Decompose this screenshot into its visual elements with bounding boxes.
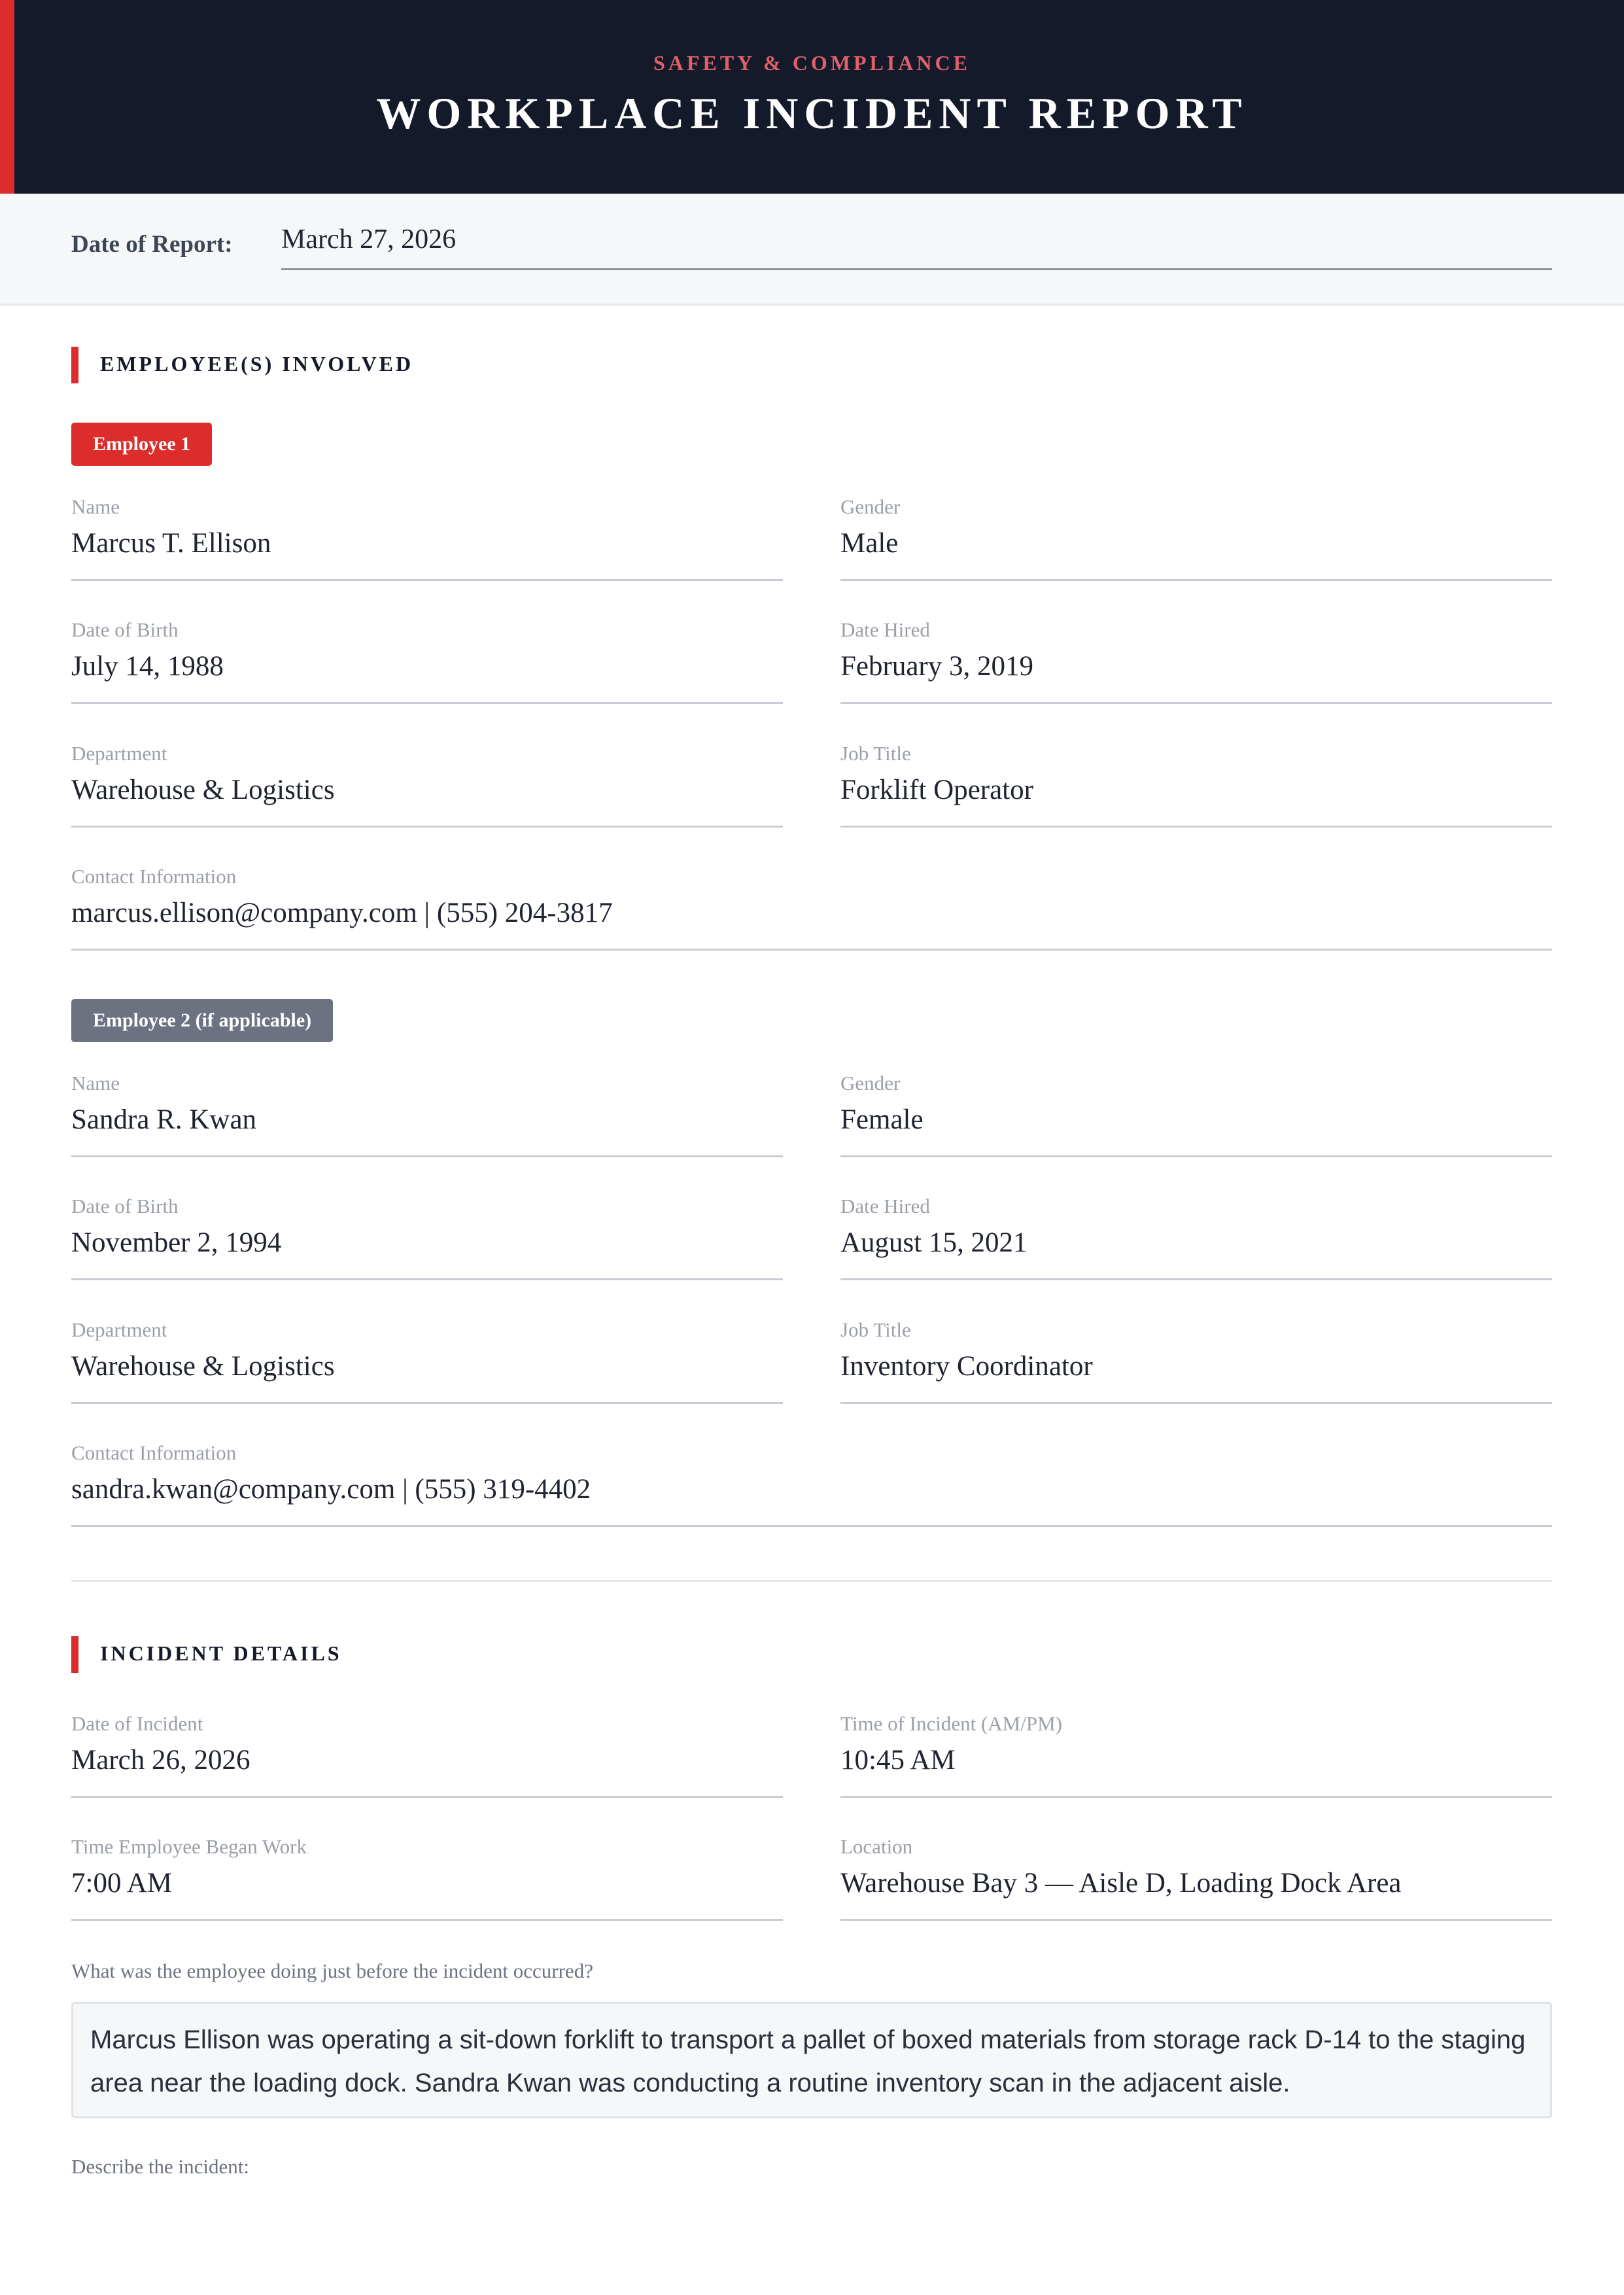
field-value[interactable]: Marcus T. Ellison <box>71 524 783 581</box>
field-label: Date Hired <box>840 618 930 641</box>
field-label: Contact Information <box>71 865 237 888</box>
field-value[interactable]: marcus.ellison@company.com | (555) 204-3817 <box>71 894 1552 951</box>
field-value[interactable]: Warehouse & Logistics <box>71 1347 783 1404</box>
employee1-name-field[interactable] <box>71 495 783 580</box>
employee2-job-title-field[interactable] <box>840 1318 1552 1403</box>
report-date-label: Date of Report: <box>71 231 233 258</box>
field-value[interactable]: Female <box>840 1100 1552 1157</box>
employee1-contact-field[interactable] <box>71 865 1552 950</box>
report-date-band <box>0 194 1624 306</box>
page-title: WORKPLACE INCIDENT REPORT <box>376 88 1248 138</box>
employee1-hired-field[interactable] <box>840 618 1552 703</box>
field-value[interactable]: 10:45 AM <box>840 1741 1552 1798</box>
field-label: Time Employee Began Work <box>71 1835 307 1858</box>
field-label: Department <box>71 742 167 765</box>
field-label: Date of Birth <box>71 1195 179 1218</box>
employee2-department-field[interactable] <box>71 1318 783 1403</box>
field-value[interactable]: March 26, 2026 <box>71 1741 783 1798</box>
employee2-name-field[interactable] <box>71 1072 783 1157</box>
field-value[interactable]: Male <box>840 524 1552 581</box>
employee2-contact-field[interactable] <box>71 1441 1552 1526</box>
field-label: Date Hired <box>840 1195 930 1218</box>
field-label: Name <box>71 495 120 518</box>
field-label: Time of Incident (AM/PM) <box>840 1712 1062 1735</box>
field-value[interactable]: 7:00 AM <box>71 1864 783 1921</box>
report-date-field[interactable]: March 27, 2026 <box>281 224 1552 270</box>
employee1-job-title-field[interactable] <box>840 742 1552 827</box>
field-label: Job Title <box>840 1318 911 1341</box>
field-value[interactable]: August 15, 2021 <box>840 1223 1552 1280</box>
field-value[interactable]: February 3, 2019 <box>840 647 1552 704</box>
field-label: Gender <box>840 495 901 518</box>
field-label: Name <box>71 1072 120 1095</box>
field-label: Job Title <box>840 742 911 765</box>
incident-section-title: INCIDENT DETAILS <box>100 1641 342 1665</box>
field-label: Date of Birth <box>71 618 179 641</box>
field-value[interactable]: Inventory Coordinator <box>840 1347 1552 1404</box>
employee2-badge: Employee 2 (if applicable) <box>71 999 333 1042</box>
field-value[interactable]: Warehouse & Logistics <box>71 771 783 828</box>
field-value[interactable]: Forklift Operator <box>840 771 1552 828</box>
employee2-dob-field[interactable] <box>71 1195 783 1280</box>
employees-section-title: EMPLOYEE(S) INVOLVED <box>100 352 414 376</box>
section-divider <box>71 1580 1552 1582</box>
activity-answer-textarea[interactable]: Marcus Ellison was operating a sit-down forklift to transport a pallet of boxed materials from storage rack D-14 to the staging area near the loading dock. Sandra Kwan was conducting a routine inventory scan in the adjacent aisle. <box>71 2002 1552 2118</box>
field-value[interactable]: November 2, 1994 <box>71 1223 783 1280</box>
employee1-gender-field[interactable] <box>840 495 1552 580</box>
report-header <box>0 0 1624 194</box>
employee1-dob-field[interactable] <box>71 618 783 703</box>
field-value[interactable]: July 14, 1988 <box>71 647 783 704</box>
header-kicker: SAFETY & COMPLIANCE <box>653 51 971 75</box>
employee2-gender-field[interactable] <box>840 1072 1552 1157</box>
section-accent-bar <box>71 1636 78 1673</box>
describe-incident-question: Describe the incident: <box>71 2155 250 2178</box>
employee2-hired-field[interactable] <box>840 1195 1552 1280</box>
incident-date-field[interactable] <box>71 1712 783 1797</box>
employee1-department-field[interactable] <box>71 742 783 827</box>
location-field[interactable] <box>840 1835 1552 1920</box>
section-accent-bar <box>71 347 78 383</box>
field-label: Location <box>840 1835 913 1858</box>
field-label: Department <box>71 1318 167 1341</box>
field-value[interactable]: Warehouse Bay 3 — Aisle D, Loading Dock Area <box>840 1864 1552 1921</box>
field-label: Contact Information <box>71 1441 237 1464</box>
field-label: Gender <box>840 1072 901 1095</box>
incident-time-field[interactable] <box>840 1712 1552 1797</box>
field-label: Date of Incident <box>71 1712 203 1735</box>
employee1-badge: Employee 1 <box>71 423 212 466</box>
began-work-field[interactable] <box>71 1835 783 1920</box>
activity-question: What was the employee doing just before the incident occurred? <box>71 1959 593 1982</box>
field-value[interactable]: sandra.kwan@company.com | (555) 319-4402 <box>71 1470 1552 1527</box>
field-value[interactable]: Sandra R. Kwan <box>71 1100 783 1157</box>
